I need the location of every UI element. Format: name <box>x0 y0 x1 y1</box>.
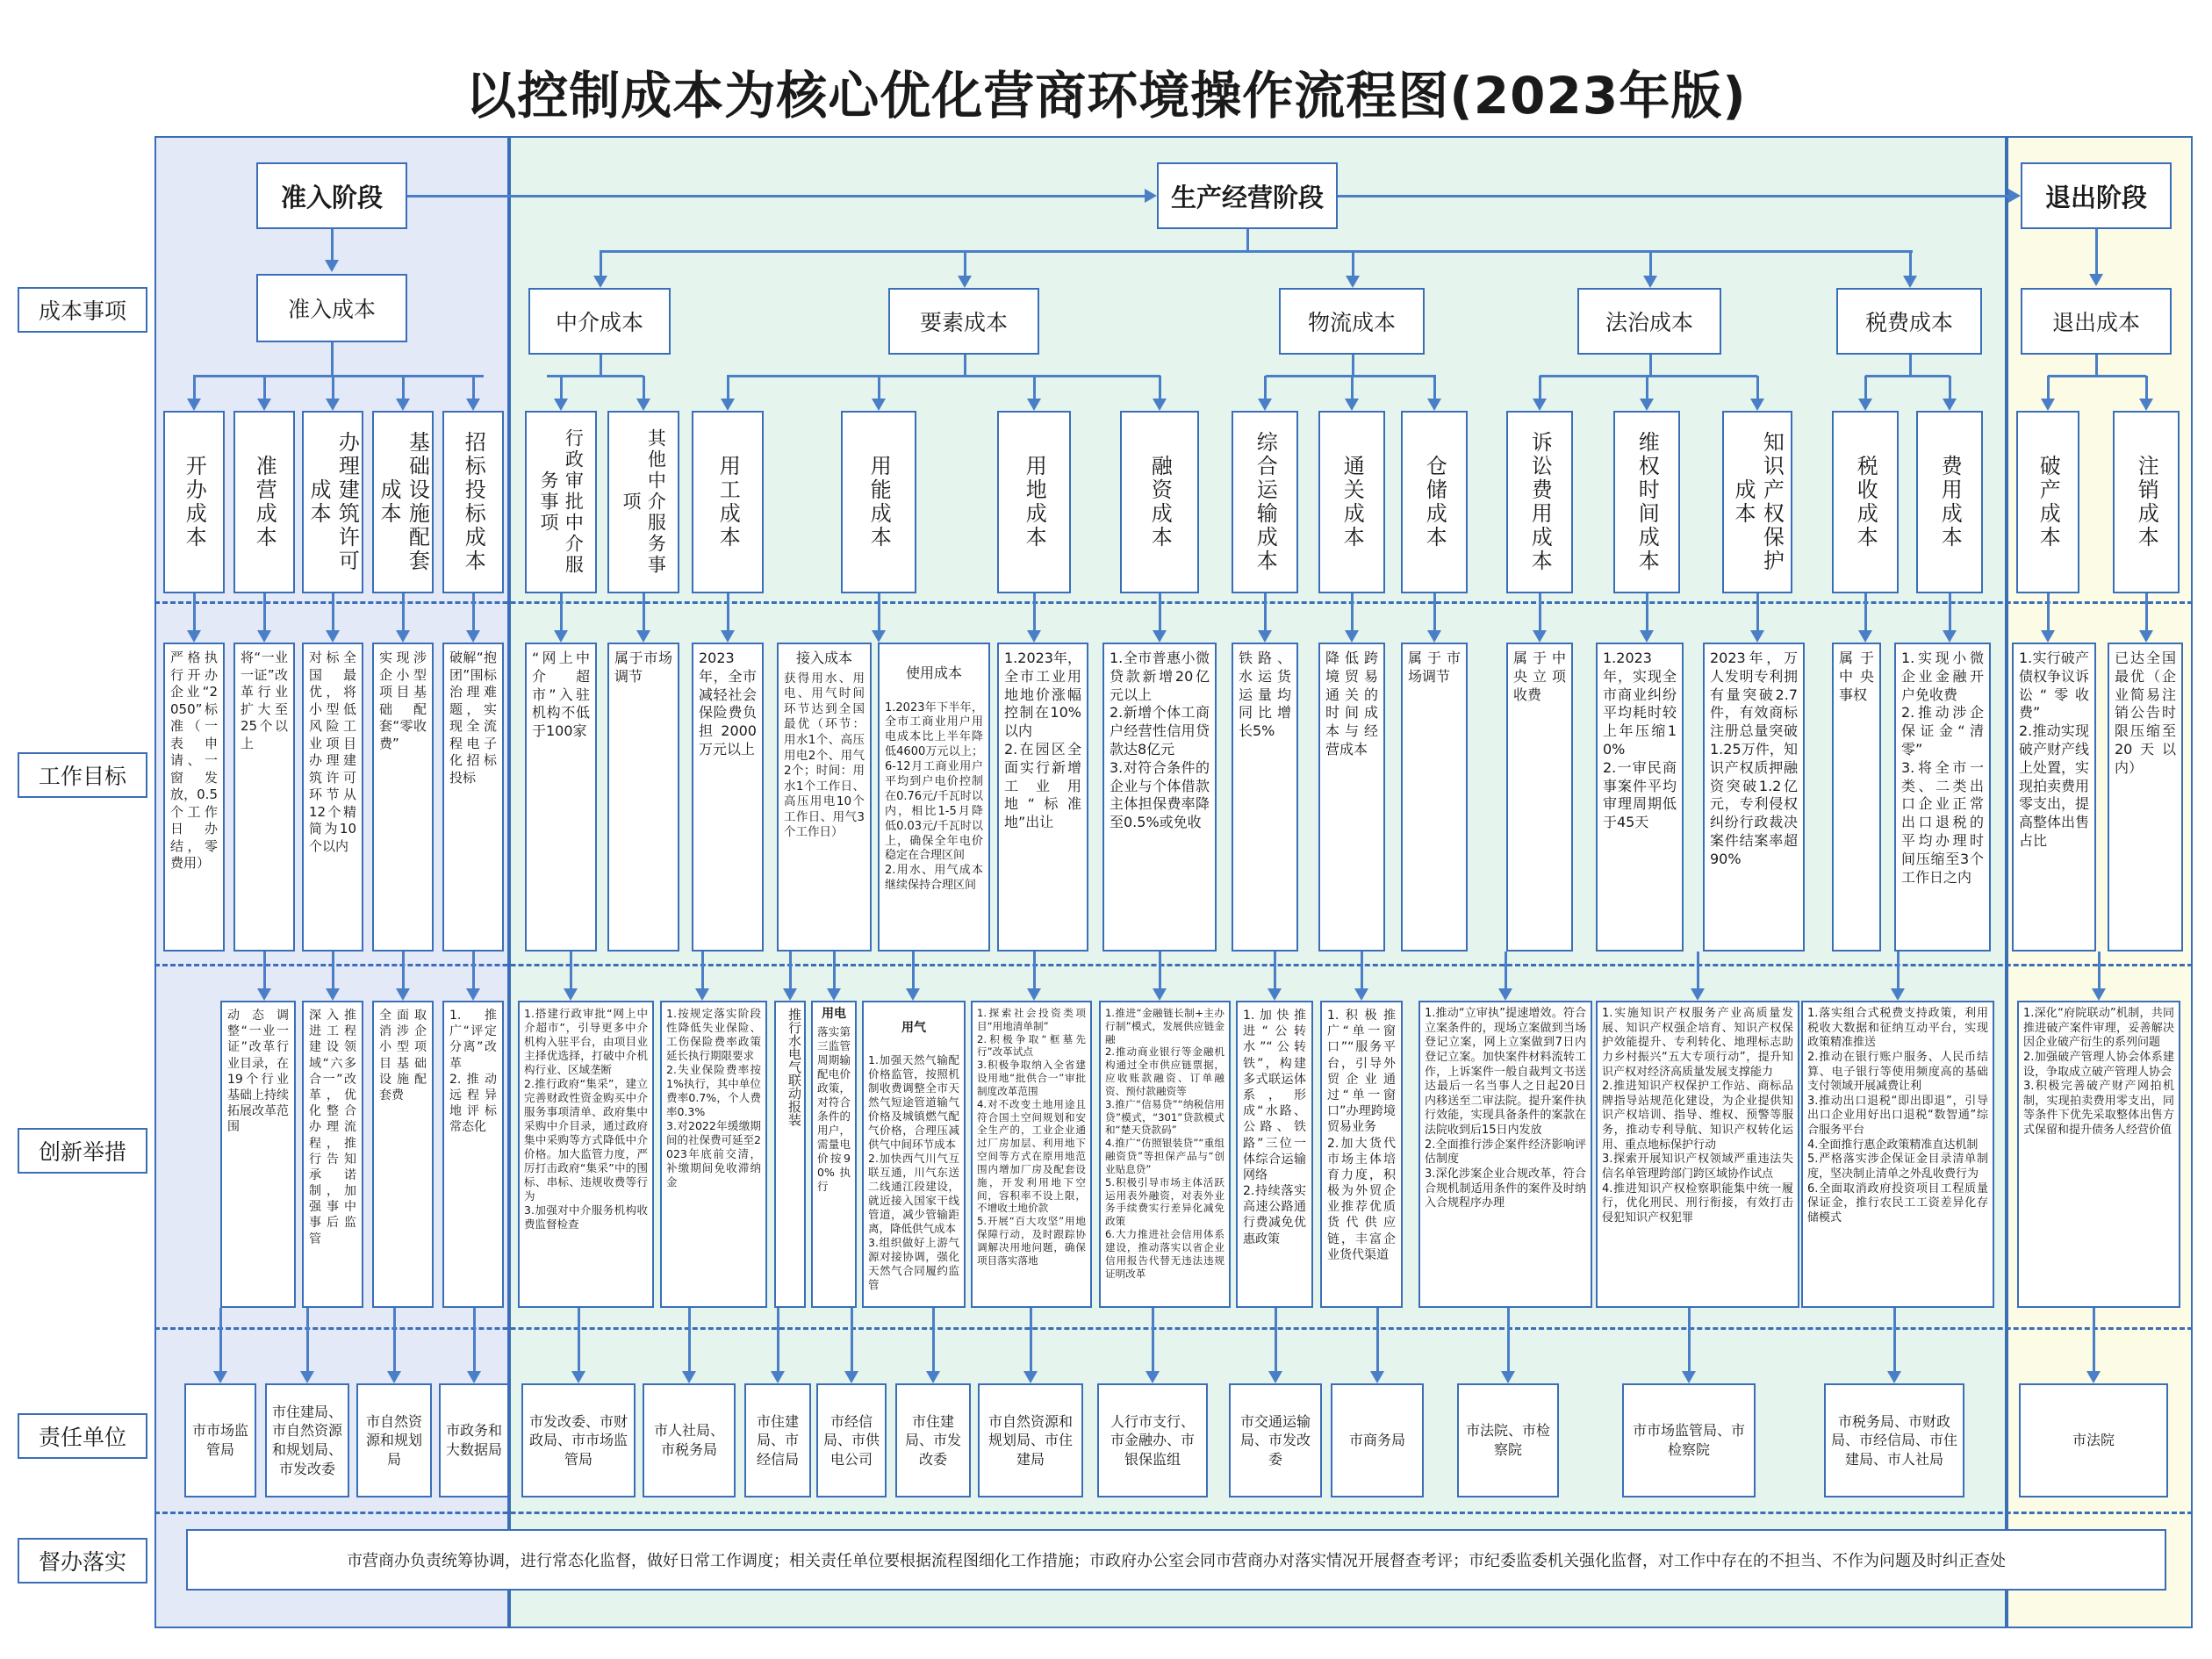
unit-court: 市法院 <box>2019 1383 2168 1497</box>
measure-permit: 深入推进工程建设领域“六多合一”改革，优化整合办理流程，推行告知承诺制，加强事中事后监管 <box>302 1001 363 1308</box>
connector <box>1949 593 1951 632</box>
goal-litigation: 属于中央立项收费 <box>1506 643 1573 952</box>
measure-labor: 1.按规定落实阶段性降低失业保险、工伤保险费率政策延长执行期限要求 2.失业保险费率按1%执行，其中单位费率0.7%，个人费率0.3% 3.对2022年缓缴期间的社保费可延至2023年底前交清，补缴期间免收滞纳金 <box>660 1001 767 1308</box>
connector <box>1159 376 1161 400</box>
arrow <box>187 630 201 643</box>
arrow <box>2086 1371 2101 1383</box>
arrow <box>1903 276 1917 288</box>
connector <box>701 952 704 990</box>
connector <box>193 375 484 377</box>
sub-infra-cost: 基础设施配套成本 <box>372 411 434 593</box>
connector <box>560 593 563 632</box>
connector <box>727 375 1160 377</box>
goal-storage: 属于市场调节 <box>1401 643 1468 952</box>
connector <box>1697 952 1699 990</box>
sub-land-cost: 用地成本 <box>997 411 1071 593</box>
arrow <box>1682 1371 1696 1383</box>
connector <box>472 952 475 990</box>
arrow <box>1691 988 1705 1001</box>
connector <box>1507 1308 1510 1373</box>
connector <box>1540 375 1757 377</box>
goal-rights: 1.2023年，实现全市商业纠纷平均耗时较上年压缩10% 2.一审民商事案件平均审理周期低于45天 <box>1596 643 1684 952</box>
row-separator <box>154 601 2193 604</box>
arrow <box>1640 630 1654 643</box>
connector <box>2048 375 2146 377</box>
connector <box>472 376 475 400</box>
sub-energy-cost: 用能成本 <box>841 411 916 593</box>
connector <box>1864 376 1867 400</box>
unit-data-bureau: 市政务和大数据局 <box>439 1383 509 1497</box>
connector <box>1033 376 1036 400</box>
unit-transport-reform: 市交通运输局、市发改委 <box>1229 1383 1322 1497</box>
goal-open: 严格执行开办企业“2050”标准（一表申请、一窗发放，0.5个工作日办结，零费用） <box>163 643 225 952</box>
connector <box>878 376 880 400</box>
measure-water: 推行水电气联动报装 <box>774 1001 806 1308</box>
measure-gas-text: 1.加强天然气输配价格监管，按照机制收费调整全市天然气短途管道输气价格及城镇燃气配气价格，合理压减供气中间环节成本 2.加快西气川气互联互通，川气东送二线通江段建设，就近接入国家干线管道，减少管输距离，降低供气成本 3.组织做好上游气源对接协调，强化天然气合同履约监管 <box>868 1052 959 1291</box>
arrow <box>1027 399 1041 411</box>
arrow <box>1258 399 1272 411</box>
arrow <box>1943 630 1957 643</box>
connector <box>332 952 334 990</box>
connector <box>1030 1308 1032 1373</box>
unit-court-procuratorate: 市法院、市检察院 <box>1457 1383 1559 1497</box>
connector <box>1159 593 1161 632</box>
sub-cancel-cost: 注销成本 <box>2113 411 2180 593</box>
measure-gas-title: 用气 <box>901 1021 926 1035</box>
arrow <box>1501 1371 1515 1383</box>
arrow <box>682 1371 696 1383</box>
row-separator <box>154 1512 2193 1514</box>
connector <box>2047 376 2050 400</box>
connector <box>402 952 405 990</box>
arrow <box>1146 1371 1160 1383</box>
connector <box>1539 593 1541 632</box>
connector <box>1539 376 1541 400</box>
measure-intermediary: 1.搭建行政审批“网上中介超市”，引导更多中介机构入驻平台，由项目业主择优选择，打破中介机构行业、区域垄断 2.推行政府“集采”，建立完善财政性资金购买中介服务事项清单、政府集中采购中介目录，通过政府集中采购等方式降低中介价格。加大监管力度，严厉打击政府“集采”中的围标、串标、违规收费等行为 3.加强对中介服务机构收费监督检查 <box>518 1001 654 1308</box>
unit-hr-tax: 市人社局、市税务局 <box>643 1383 736 1497</box>
connector <box>578 1308 580 1373</box>
row-separator <box>154 1327 2193 1330</box>
measure-land: 1.探索社会投资类项目“用地清单制” 2.积极争取“框墓先行”改革试点 3.积极争取纳入全省建设用地“批供合一”审批制度改革范围 4.对不改变土地用途且符合国土空间规划和安全生产的，工业企业通过厂房加层、利用地下空间等方式在原用地范围内增加厂房及配套设施，开发利用地下空间，容积率不设上限，不增收土地价款 5.开展“百大攻坚”用地保障行动，及时跟踪协调解决用地问题，确保项目落实落地 <box>971 1001 1092 1308</box>
arrow <box>1498 988 1512 1001</box>
connector <box>1361 952 1363 990</box>
goal-finance: 1.全市普惠小微贷款新增20亿元以上 2.新增个体工商户经营性信用贷款达8亿元 3.对符合条件的企业与个体借款主体担保费率降至0.5%或免收 <box>1102 643 1217 952</box>
connector <box>600 355 602 376</box>
sub-rights-cost: 维权时间成本 <box>1613 411 1680 593</box>
connector <box>263 952 266 990</box>
phase-entry: 准入阶段 <box>256 162 407 229</box>
arrow <box>872 399 886 411</box>
goal-bankrupt: 1.实行破产债权争议诉讼“零收费” 2.推动实现破产财产线上处置，实现拍卖费用零支出，提高整体出售占比 <box>2012 643 2096 952</box>
connector <box>1897 952 1900 990</box>
goal-tax: 属于中央事权 <box>1832 643 1881 952</box>
phase-exit: 退出阶段 <box>2021 162 2172 229</box>
arrow <box>326 399 340 411</box>
unit-commerce: 市商务局 <box>1331 1383 1424 1497</box>
measure-infra: 全面取消涉企小型项目基础设施配套费 <box>372 1001 434 1308</box>
goal-ip: 2023年，万人发明专利拥有量突破2.7件，有效商标注册总量突破1.25万件，知识产权质押融资突破1.2亿元，专利侵权纠纷行政裁决案件结案率超90% <box>1703 643 1805 952</box>
sub-tax-cost: 税收成本 <box>1832 411 1899 593</box>
arrow <box>466 630 480 643</box>
goal-permit: 对标全国最优，将小型低风险工业项目办理建筑许可环节从12个精简为10个以内 <box>302 643 363 952</box>
sub-finance-cost: 融资成本 <box>1120 411 1199 593</box>
connector <box>1376 1308 1379 1373</box>
connector <box>473 1308 476 1373</box>
arrow <box>844 1371 858 1383</box>
measure-litigation: 1.推动“立审执”提速增效。符合立案条件的，现场立案做到当场登记立案，网上立案做到7日内登记立案。加快案件材料流转工作，上诉案件一般自裁判文书送达最后一名当事人之日起20日内移送至二审法院。提升案件执行效能，实现具备条件的案款在法院收到后15日内发放 2.全面推行涉企案件经济影响评估制度 3.深化涉案企业合规改革，符合合规机制适用条件的案件及时纳入合规程序办理 <box>1418 1001 1592 1308</box>
goal-admin: “网上中介超市”入驻机构不低于100家 <box>525 643 597 952</box>
connector <box>964 355 966 376</box>
connector <box>688 1308 691 1373</box>
phase-arrow <box>2008 189 2021 203</box>
connector <box>912 952 915 990</box>
goal-access: 将“一业一证”改革行业扩大至25个以上 <box>233 643 295 952</box>
connector <box>1756 593 1759 632</box>
category-exit-cost: 退出成本 <box>2021 288 2172 355</box>
arrow <box>872 630 886 643</box>
connector <box>2098 952 2101 990</box>
sub-ip-cost: 知识产权保护成本 <box>1722 411 1792 593</box>
sub-bid-cost: 招标投标成本 <box>442 411 504 593</box>
arrow <box>1943 399 1957 411</box>
arrow <box>1427 630 1441 643</box>
connector <box>332 376 334 400</box>
goal-energy-access <box>777 643 872 952</box>
connector <box>1264 376 1267 400</box>
sub-labor-cost: 用工成本 <box>692 411 764 593</box>
unit-resources-housing: 市自然资源和规划局、市住建局 <box>978 1383 1083 1497</box>
measure-exit: 1.深化“府院联动”机制，共同推进破产案件审理，妥善解决因企业破产衍生的系列问题 2.加强破产管理人协会体系建设，争取成立破产管理人协会 3.积极完善破产财产网拍机制，实现拍卖费用零支出，同等条件下优先采取整体出售方式保留和提升债务人经营价值 <box>2017 1001 2180 1308</box>
connector <box>1864 593 1867 632</box>
goal-energy-use-title: 使用成本 <box>905 664 962 681</box>
arrow <box>1027 988 1041 1001</box>
connector <box>777 1308 779 1373</box>
connector <box>1756 376 1759 400</box>
arrow <box>564 988 578 1001</box>
connector <box>2093 1308 2095 1373</box>
connector <box>643 593 645 632</box>
arrow <box>257 630 271 643</box>
arrow <box>1345 399 1359 411</box>
goal-transport: 铁路、水运货运量均同比增长5% <box>1232 643 1298 952</box>
arrow <box>1858 399 1872 411</box>
unit-market-procuratorate: 市市场监管局、市检察院 <box>1622 1383 1756 1497</box>
arrow <box>1346 276 1360 288</box>
connector <box>1865 375 1950 377</box>
goal-bid: 破解“抱团”围标治理难题，实现全流程电子化招标投标 <box>442 643 504 952</box>
arrow <box>1023 1371 1038 1383</box>
connector <box>1893 1308 1896 1373</box>
arrow <box>1153 630 1167 643</box>
category-entry-cost: 准入成本 <box>256 274 407 342</box>
connector <box>263 376 266 400</box>
connector <box>1649 355 1652 376</box>
unit-bank-finance: 人行市支行、市金融办、市银保监组 <box>1097 1383 1208 1497</box>
measure-bid: 1.推广“评定分离”改革 2.推动远程异地评标常态化 <box>442 1001 504 1308</box>
connector <box>560 376 563 400</box>
connector <box>1688 1308 1691 1373</box>
connector <box>727 376 729 400</box>
unit-market-supervision: 市市场监管局 <box>184 1383 256 1497</box>
arrow <box>257 399 271 411</box>
measure-finance: 1.推进“金融链长制+主办行制”模式，发展供应链金融 2.推动商业银行等金融机构通过全市供应链票据，应收账款融资、订单融资、预付款融资等 3.推广“信易贷”“纳税信用贷”模式，“301”贷款模式和“楚天贷款码” 4.推广“仿照银装贷”“重组融资贷”等担保产品与“创业贴息贷” 5.积极引导市场主体活跃运用表外融资，对表外业务手续费实行差异化减免政策 6.大力推进社会信用体系建设，推动落实以省企业信用报告代替无违法违规证明改革 <box>1099 1001 1231 1308</box>
connector <box>600 250 1913 253</box>
arrow <box>187 399 201 411</box>
unit-natural-resources: 市自然资源和规划局 <box>356 1383 432 1497</box>
connector <box>1352 355 1354 376</box>
connector <box>1274 952 1276 990</box>
connector <box>833 952 836 990</box>
connector <box>1033 593 1036 632</box>
unit-reform-finance-market: 市发改委、市财政局、市市场监管局 <box>521 1383 636 1497</box>
row-label-goals: 工作目标 <box>18 752 147 798</box>
measure-ip: 1.实施知识产权服务产业高质量发展、知识产权强企培育、知识产权保护效能提升、专利转化、地理标志助力乡村振兴“五大专项行动”，提升知识产权对经济高质量发展支撑能力 2.推进知识产权保护工作站、商标品牌指导站规范化建设，为企业提供知识产权培训、指导、维权、预警等服务，推动专利导航、知识产权转化运用、重点地标保护行动 3.探索开展知识产权领域严重违法失信名单管理跨部门跨区域协作试点 4.推进知识产权检察职能集中统一履行，优化刑民、刑行衔接，有效打击侵犯知识产权犯罪 <box>1596 1001 1799 1308</box>
connector <box>570 952 572 990</box>
connector <box>393 1308 396 1373</box>
connector <box>1505 952 1507 990</box>
goal-cancel: 已达全国最优（企业简易注销公告时限压缩至20天以内） <box>2108 643 2183 952</box>
arrow <box>1027 630 1041 643</box>
arrow <box>1891 988 1905 1001</box>
arrow <box>1427 399 1441 411</box>
arrow <box>1153 988 1167 1001</box>
phase-operation: 生产经营阶段 <box>1157 162 1338 229</box>
arrow <box>467 1371 481 1383</box>
arrow <box>1268 1371 1282 1383</box>
sub-fee-cost: 费用成本 <box>1916 411 1983 593</box>
goal-land: 1.2023年，全市工业用地地价涨幅控制在10%以内 2.在园区全面实行新增工业用地“标准地”出让 <box>997 643 1088 952</box>
measure-gas <box>862 1001 966 1308</box>
connector <box>1646 376 1648 400</box>
goal-fee: 1.实现小微企业金融开户免收费 2.推动涉企保证金“清零” 3.将全市一类、二类出口企业正常出口退税的平均办理时间压缩至3个工作日之内 <box>1894 643 1991 952</box>
goal-infra: 实现涉企小型项目基础配套“零收费” <box>372 643 434 952</box>
connector <box>1152 1308 1154 1373</box>
arrow <box>2041 399 2055 411</box>
connector <box>331 342 334 376</box>
connector <box>306 1308 309 1373</box>
arrow <box>326 630 340 643</box>
arrow <box>396 399 410 411</box>
arrow <box>783 988 797 1001</box>
unit-economy-power: 市经信局、市供电公司 <box>816 1383 887 1497</box>
arrow <box>958 276 972 288</box>
arrow <box>2139 399 2153 411</box>
connector <box>1275 1308 1277 1373</box>
category-tax: 税费成本 <box>1836 288 1982 355</box>
measure-access: 动态调整“一业一证”改革行业目录，在19个行业基础上持续拓展改革范围 <box>220 1001 296 1308</box>
category-intermediary: 中介成本 <box>528 288 671 355</box>
row-label-cost-items: 成本事项 <box>18 287 147 333</box>
row-label-measures: 创新举措 <box>18 1128 147 1174</box>
sub-admin-intermediary: 行政审批中介服务事项 <box>525 411 597 593</box>
arrow <box>1858 630 1872 643</box>
arrow <box>554 630 568 643</box>
arrow <box>1533 399 1547 411</box>
unit-housing-economy: 市住建局、市经信局 <box>744 1383 811 1497</box>
sub-customs-cost: 通关成本 <box>1318 411 1385 593</box>
goal-energy-use <box>878 643 990 952</box>
goal-energy-use-text: 1.2023年下半年，全市工商业用户用电成本比上半年降低4600万元以上；6-12月工商业用户平均到户电价控制在0.76元/千瓦时以内，相比1-5月降低0.03元/千瓦时以上，确保全年电价稳定在合理区间 2.用水、用气成本继续保持合理区间 <box>885 700 983 893</box>
goal-labor: 2023年，全市减轻社会保险费负担2000万元以上 <box>692 643 764 952</box>
connector <box>219 1308 222 1373</box>
unit-housing-reform: 市住建局、市发改委 <box>895 1383 971 1497</box>
phase-arrow <box>1145 189 1157 203</box>
connector <box>727 593 729 632</box>
sub-storage-cost: 仓储成本 <box>1401 411 1468 593</box>
connector <box>263 593 266 632</box>
connector <box>851 1308 853 1373</box>
connector <box>332 593 334 632</box>
sub-permit-cost: 办理建筑许可成本 <box>302 411 363 593</box>
arrow <box>1640 399 1654 411</box>
arrow <box>213 1371 227 1383</box>
arrow <box>593 276 607 288</box>
arrow <box>1268 988 1282 1001</box>
arrow <box>554 399 568 411</box>
sub-access-cost: 准营成本 <box>233 411 295 593</box>
arrow <box>636 630 650 643</box>
goal-energy-access-text: 获得用水、用电、用气时间环节达到全国最优（环节：用水1个、高压用电2个、用气2个；时间：用水1个工作日、高压用电10个工作日、用气3个工作日） <box>784 671 865 840</box>
arrow <box>695 988 709 1001</box>
connector <box>1646 593 1648 632</box>
arrow <box>636 399 650 411</box>
goal-energy-access-title: 接入成本 <box>795 650 852 666</box>
connector <box>193 376 196 400</box>
arrow <box>387 1371 401 1383</box>
arrow <box>396 630 410 643</box>
arrow <box>721 630 735 643</box>
arrow <box>2089 274 2103 286</box>
arrow <box>1258 630 1272 643</box>
connector <box>643 376 645 400</box>
arrow <box>2092 988 2106 1001</box>
connector <box>1351 376 1354 400</box>
connector <box>402 593 405 632</box>
category-legal: 法治成本 <box>1577 288 1721 355</box>
arrow <box>326 988 340 1001</box>
arrow <box>2139 630 2153 643</box>
arrow <box>1153 399 1167 411</box>
sub-litigation-cost: 诉讼费用成本 <box>1506 411 1573 593</box>
sub-bankrupt-cost: 破产成本 <box>2016 411 2079 593</box>
connector <box>2095 229 2098 276</box>
arrow <box>300 1371 314 1383</box>
connector <box>1246 229 1249 251</box>
goal-other: 属于市场调节 <box>607 643 679 952</box>
sub-open-cost: 开办成本 <box>163 411 225 593</box>
phase-connector <box>407 195 1145 198</box>
arrow <box>1887 1371 1901 1383</box>
sub-transport-cost: 综合运输成本 <box>1232 411 1298 593</box>
arrow <box>906 988 920 1001</box>
connector <box>1351 593 1354 632</box>
measure-power <box>811 1001 857 1308</box>
arrow <box>325 260 339 272</box>
connector <box>1433 593 1436 632</box>
arrow <box>1533 630 1547 643</box>
connector <box>1909 355 1912 376</box>
arrow <box>257 988 271 1001</box>
connector <box>932 1308 935 1373</box>
connector <box>193 593 196 632</box>
connector <box>1033 952 1036 990</box>
arrow <box>1370 1371 1384 1383</box>
measure-tax: 1.落实组合式税费支持政策，利用税收大数据和征纳互动平台，实现政策精准推送 2.推动在银行账户服务、人民币结算、电子银行等使用频度高的基础支付领域开展减费让利 3.推动出口退税“即出即退”，引导出口企业用好出口退税“数智通”综合服务平台 4.全面推行惠企政策精准直达机制 5.严格落实涉企保证金目录清单制度，坚决制止清单之外乱收费行为 6.全面取消政府投资项目工程质量保证金，推行农民工工资差异化存储模式 <box>1801 1001 1994 1308</box>
connector <box>472 593 475 632</box>
connector <box>1264 593 1267 632</box>
measure-power-text: 落实第三监管周期输配电价政策，对符合条件的用户，需量电价按90%执行 <box>817 1024 851 1193</box>
arrow <box>1750 630 1764 643</box>
connector <box>1433 376 1436 400</box>
arrow <box>466 399 480 411</box>
row-label-supervision: 督办落实 <box>18 1538 147 1584</box>
arrow <box>571 1371 585 1383</box>
sub-other-intermediary: 其他中介服务事项 <box>607 411 679 593</box>
arrow <box>1750 399 1764 411</box>
connector <box>878 593 880 632</box>
connector <box>2145 376 2148 400</box>
arrow <box>771 1371 785 1383</box>
category-logistics: 物流成本 <box>1279 288 1425 355</box>
row-label-units: 责任单位 <box>18 1413 147 1459</box>
connector <box>402 376 405 400</box>
arrow <box>926 1371 940 1383</box>
phase-connector <box>1338 195 2008 198</box>
arrow <box>1354 988 1368 1001</box>
arrow <box>1643 276 1657 288</box>
connector <box>2047 593 2050 632</box>
arrow <box>466 988 480 1001</box>
connector <box>2095 355 2098 376</box>
unit-tax-finance-etc: 市税务局、市财政局、市经信局、市住建局、市人社局 <box>1824 1383 1964 1497</box>
page-title: 以控制成本为核心优化营商环境操作流程图(2023年版) <box>465 66 1747 126</box>
connector <box>2145 593 2148 632</box>
arrow <box>827 988 841 1001</box>
connector <box>331 229 334 262</box>
goal-customs: 降低跨境贸易通关的时间成本与经营成本 <box>1318 643 1385 952</box>
connector <box>1159 952 1161 990</box>
arrow <box>2041 630 2055 643</box>
connector <box>789 952 792 990</box>
arrow <box>721 399 735 411</box>
category-factor: 要素成本 <box>888 288 1039 355</box>
row-separator <box>154 964 2193 966</box>
unit-housing-resources-reform: 市住建局、市自然资源和规划局、市发改委 <box>265 1383 349 1497</box>
arrow <box>1345 630 1359 643</box>
measure-power-title: 用电 <box>822 1007 846 1021</box>
supervision-box: 市营商办负责统筹协调，进行常态化监督，做好日常工作调度；相关责任单位要根据流程图细化工作措施；市政府办公室会同市营商办对落实情况开展督查考评；市纪委监委机关强化监督，对工作中存在的不担当、不作为问题及时纠正查处 <box>186 1529 2166 1591</box>
connector <box>1949 376 1951 400</box>
arrow <box>396 988 410 1001</box>
measure-customs: 1.积极推广“单一窗口”“服务平台，引导外贸企业通过“单一窗口”办理跨境贸易业务 2.加大货代市场主体培育力度，积极为外贸企业推荐优质货代供应链，丰富企业货代渠道 <box>1320 1001 1403 1308</box>
measure-transport: 1.加快推进“公转水”“公转铁”，构建多式联运体系，形成“水路、公路、铁路”三位一体综合运输网络 2.持续落实高速公路通行费减免优惠政策 <box>1236 1001 1313 1308</box>
